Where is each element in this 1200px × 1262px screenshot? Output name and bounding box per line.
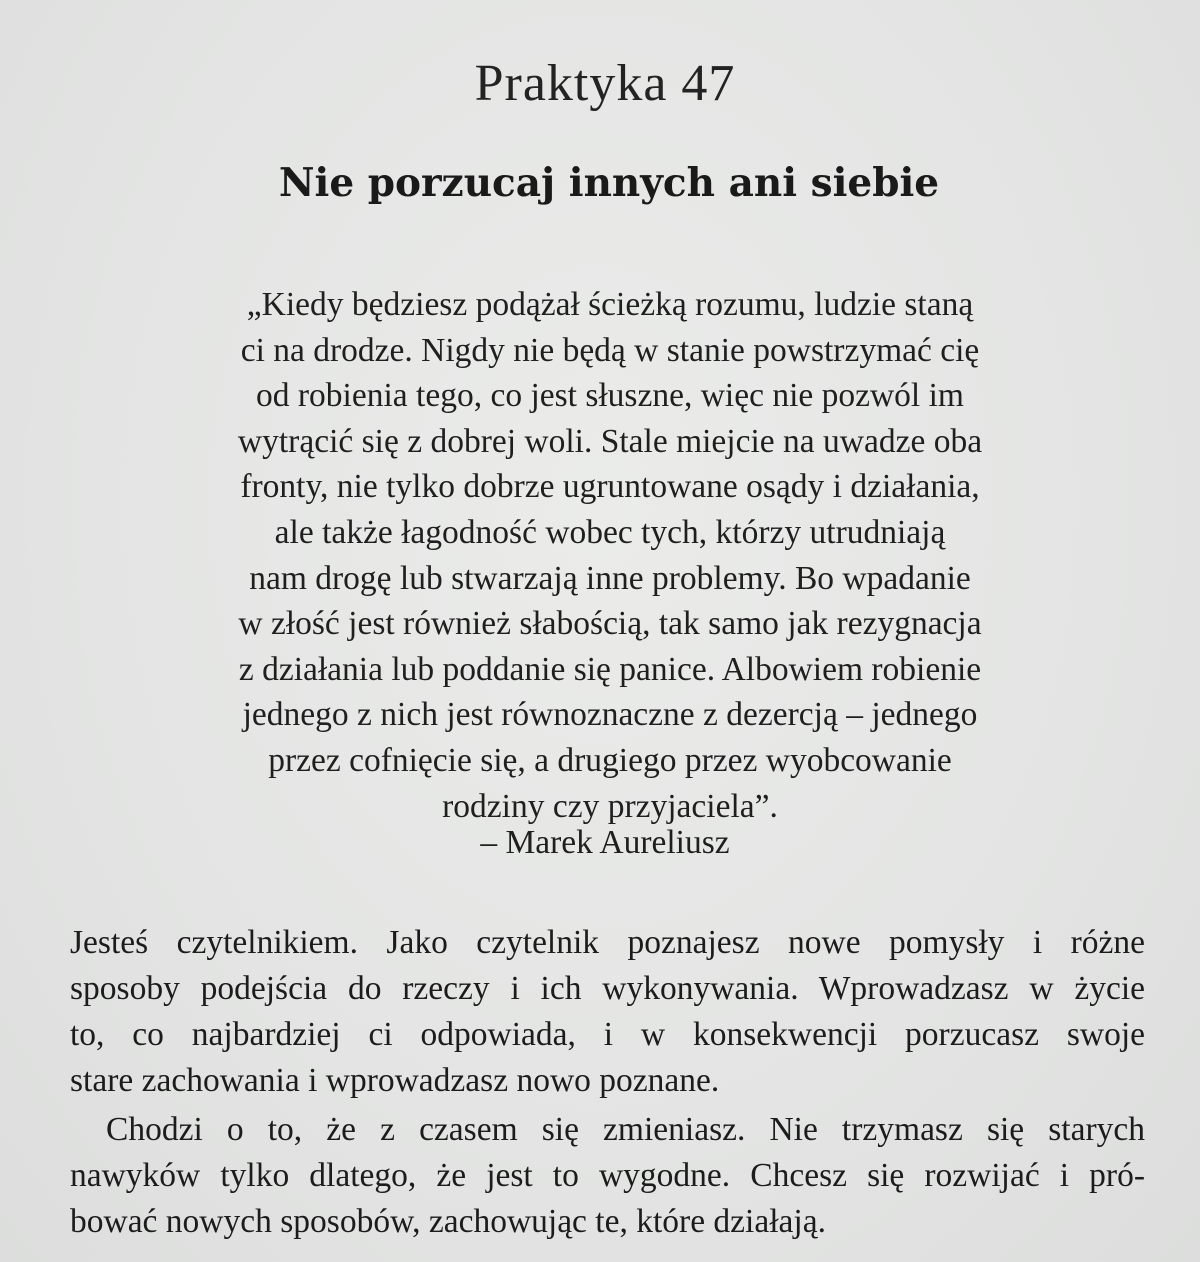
body-line: stare zachowania i wprowadzasz nowo poznane. <box>70 1062 720 1099</box>
body-line: sposoby podejścia do rzeczy i ich wykonywania. Wprowadzasz w życie <box>70 970 1145 1007</box>
quote-line: ale także łagodność wobec tych, którzy utrudniają <box>274 513 946 551</box>
epigraph-quote <box>180 282 1040 829</box>
quote-line: ci na drodze. Nigdy nie będą w stanie powstrzymać cię <box>240 331 980 369</box>
quote-line: nam drogę lub stwarzają inne problemy. Bo wpadanie <box>249 559 971 597</box>
quote-line: wytrącić się z dobrej woli. Stale miejcie na uwadze oba <box>237 422 983 460</box>
body-line: Jesteś czytelnikiem. Jako czytelnik poznajesz nowe pomysły i różne <box>70 924 1145 961</box>
body-line: bować nowych sposobów, zachowując te, które działają. <box>70 1203 826 1240</box>
body-paragraph <box>70 1107 1145 1245</box>
quote-author: – Marek Aureliusz <box>480 824 730 861</box>
quote-line: przez cofnięcie się, a drugiego przez wyobcowanie <box>268 741 952 779</box>
body-paragraph <box>70 920 1145 1104</box>
chapter-number: Praktyka 47 <box>474 55 736 112</box>
quote-line: z działania lub poddanie się panice. Albowiem robienie <box>238 650 982 688</box>
quote-line: jednego z nich jest równoznaczne z dezercją – jednego <box>242 696 978 734</box>
body-line: nawyków tylko dlatego, że jest to wygodne. Chcesz się rozwijać i pró- <box>70 1157 1145 1194</box>
chapter-title: Nie porzucaj innych ani siebie <box>278 160 940 206</box>
body-text <box>70 920 1145 1245</box>
quote-line: fronty, nie tylko dobrze ugruntowane osądy i działania, <box>240 468 980 506</box>
quote-line: rodziny czy przyjaciela”. <box>442 787 778 825</box>
quote-line: od robienia tego, co jest słuszne, więc nie pozwól im <box>256 377 964 415</box>
body-line: to, co najbardziej ci odpowiada, i w konsekwencji porzucasz swoje <box>70 1016 1145 1053</box>
quote-line: w złość jest również słabością, tak samo jak rezygnacja <box>238 605 982 643</box>
quote-line: „Kiedy będziesz podążał ścieżką rozumu, ludzie staną <box>246 286 974 323</box>
body-line: Chodzi o to, że z czasem się zmieniasz. Nie trzymasz się starych <box>106 1111 1145 1148</box>
